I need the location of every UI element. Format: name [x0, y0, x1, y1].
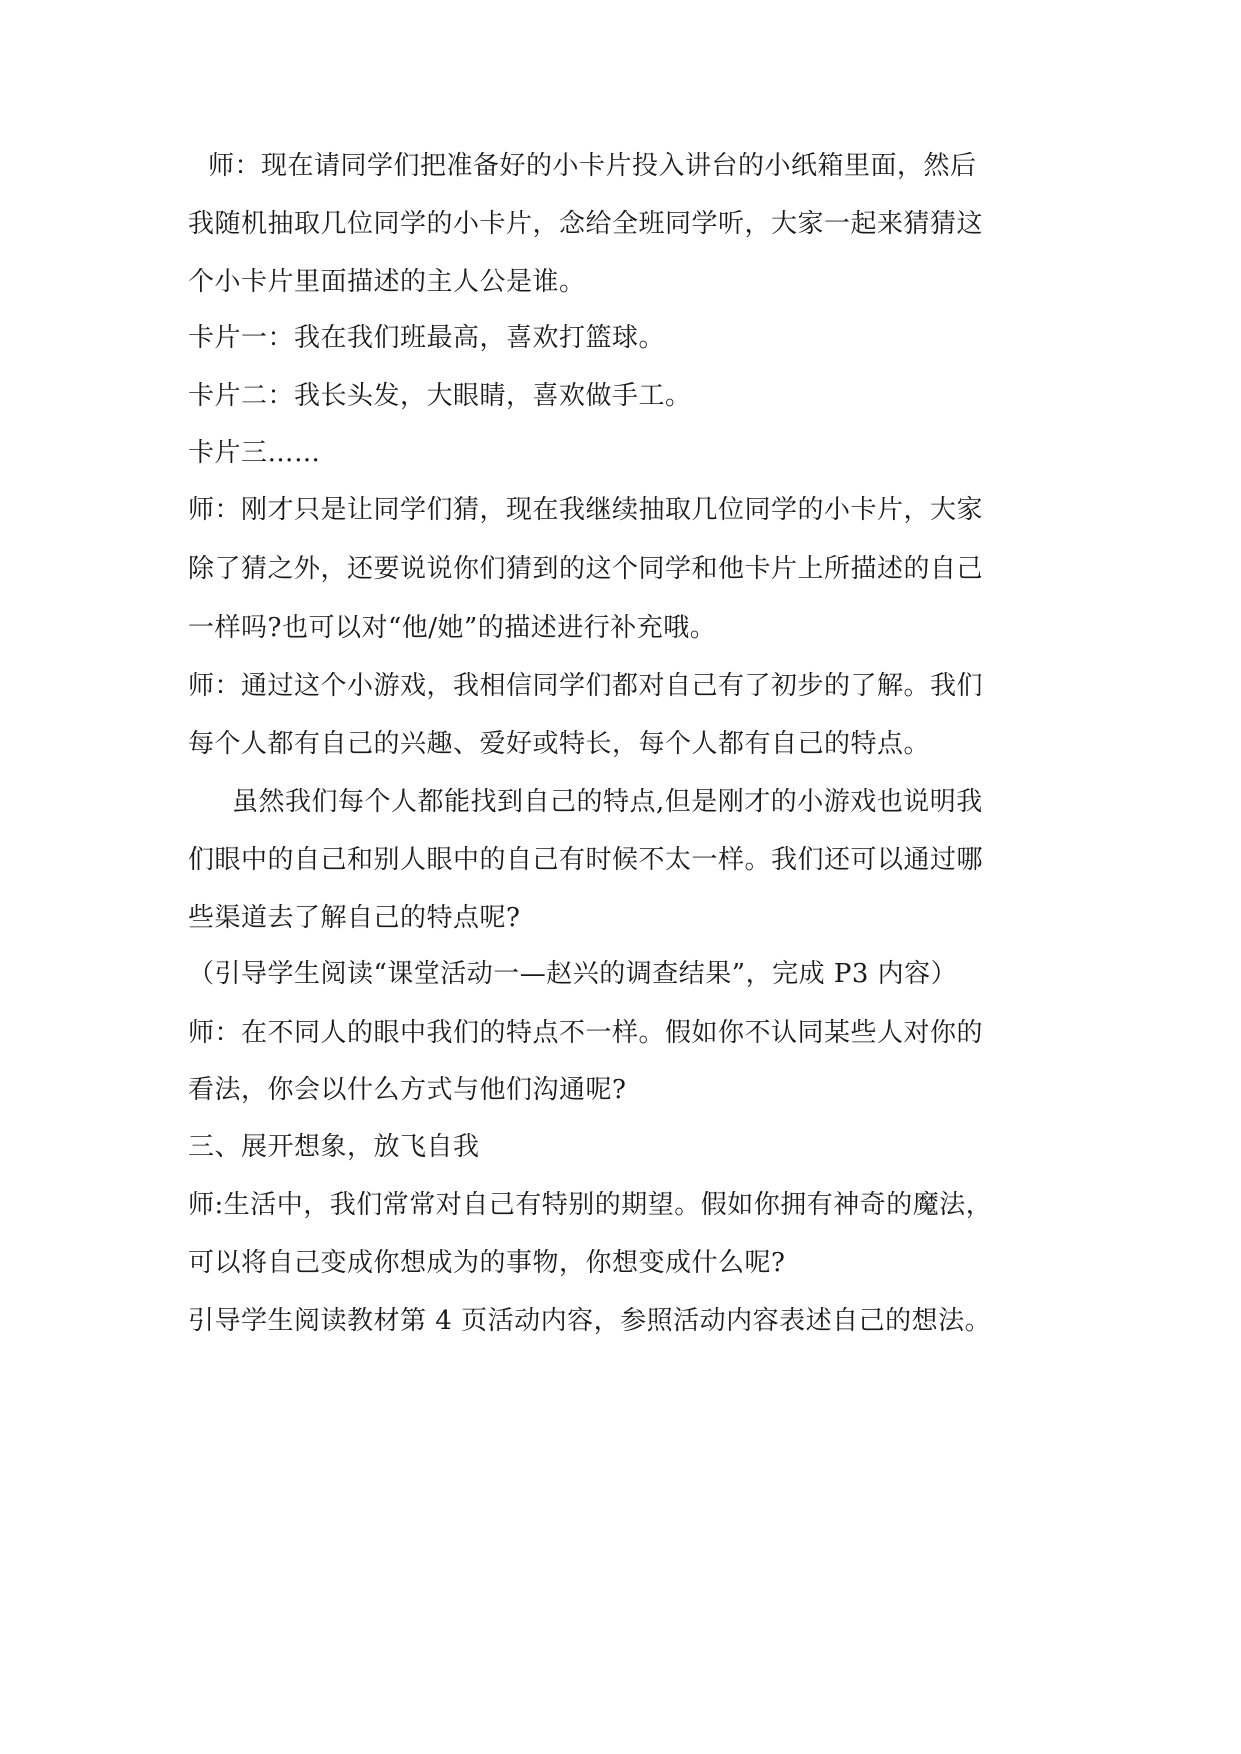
- paragraph-line: 师：刚才只是让同学们猜，现在我继续抽取几位同学的小卡片，大家: [188, 495, 984, 525]
- paragraph-line: 卡片二：我长头发，大眼睛，喜欢做手工。: [188, 381, 692, 411]
- paragraph-line: 可以将自己变成你想成为的事物，你想变成什么呢?: [188, 1248, 786, 1278]
- paragraph-line: 虽然我们每个人都能找到自己的特点,但是刚才的小游戏也说明我: [232, 787, 983, 817]
- paragraph-line: 师:生活中，我们常常对自己有特别的期望。假如你拥有神奇的魔法，: [188, 1190, 993, 1220]
- paragraph-line: 一样吗?也可以对“他/她”的描述进行补充哦。: [188, 613, 717, 643]
- paragraph-line: 师：现在请同学们把准备好的小卡片投入讲台的小纸箱里面，然后: [208, 151, 977, 181]
- paragraph-line: 卡片一：我在我们班最高，喜欢打篮球。: [188, 323, 666, 353]
- paragraph-line: 师：通过这个小游戏，我相信同学们都对自己有了初步的了解。我们: [188, 671, 984, 701]
- paragraph-line: 引导学生阅读教材第 4 页活动内容，参照活动内容表述自己的想法。: [188, 1306, 992, 1336]
- paragraph-line: （引导学生阅读“课堂活动一—赵兴的调查结果”，完成 P3 内容）: [188, 959, 958, 989]
- paragraph-line: 我随机抽取几位同学的小卡片，念给全班同学听，大家一起来猜猜这: [188, 209, 984, 239]
- paragraph-line: 除了猜之外，还要说说你们猜到的这个同学和他卡片上所描述的自己: [188, 554, 984, 584]
- paragraph-line: 看法，你会以什么方式与他们沟通呢?: [188, 1075, 627, 1105]
- paragraph-line: 每个人都有自己的兴趣、爱好或特长，每个人都有自己的特点。: [188, 729, 931, 759]
- section-heading: 三、展开想象，放飞自我: [188, 1132, 480, 1162]
- paragraph-line: 个小卡片里面描述的主人公是谁。: [188, 267, 586, 297]
- paragraph-line: 们眼中的自己和别人眼中的自己有时候不太一样。我们还可以通过哪: [188, 845, 984, 875]
- paragraph-line: 些渠道去了解自己的特点呢?: [188, 903, 521, 933]
- paragraph-line: 师：在不同人的眼中我们的特点不一样。假如你不认同某些人对你的: [188, 1018, 984, 1048]
- paragraph-line: 卡片三……: [188, 438, 321, 468]
